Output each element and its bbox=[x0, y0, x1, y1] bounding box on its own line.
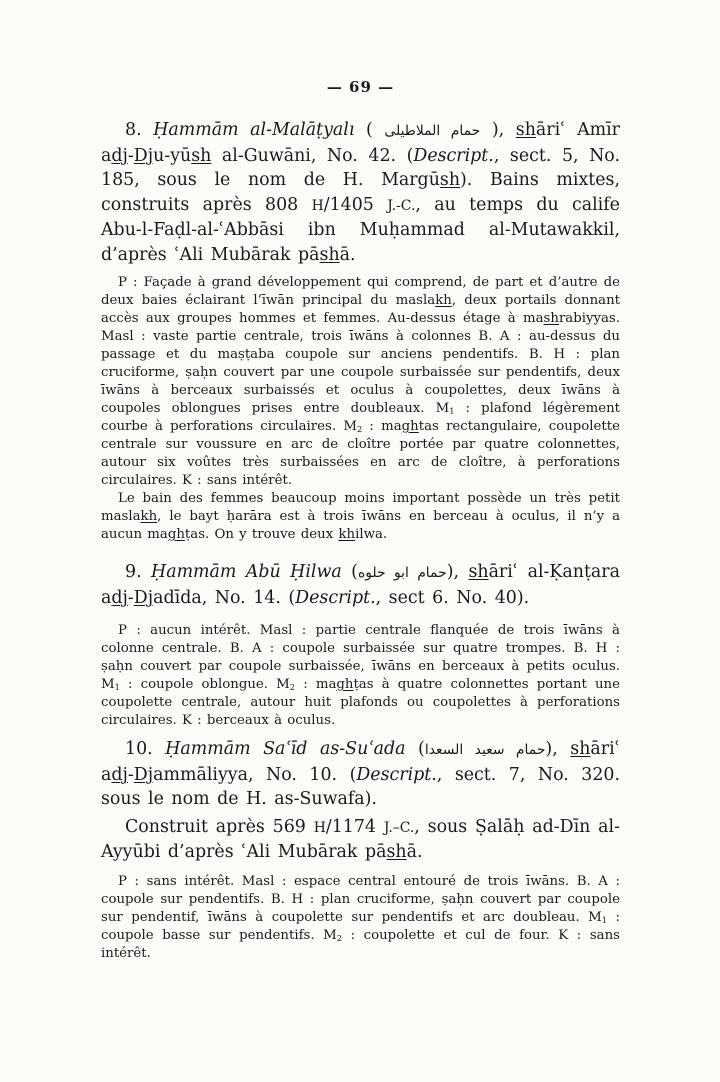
section-8-heading: 8. Ḥammām al-Malāṭyalı ( حمام الملاطيلى ), shāriʿ Amīr adj-Dju-yūsh al-Guwāni, No. 42. (Descript., sect. 5, No. 185, sous le nom de H. Margūsh). Bains mixtes, construits après 808 H/1405 J.-C., au temps du calife Abu-l-Faḍl-al-ʿAbbāsi ibn Muḥammad al-Mutawakkil, d’après ʿAli Mubārak pāshā. bbox=[101, 120, 620, 265]
page-number: — 69 — bbox=[326, 78, 395, 96]
section-8-paragraph-womens-bath: Le bain des femmes beaucoup moins important possède un très petit maslakh, le bayt ḥarāra est à trois īwāns en berceau à oculus, il n’y a aucun maghṭas. On y trouve deux khilwa. bbox=[101, 491, 620, 542]
section-10-paragraph-description: P : sans intérêt. Masl : espace central entouré de trois īwāns. B. A : coupole sur pendentifs. B. H : plan cruciforme, ṣaḥn couvert par coupole sur pendentif, īwāns à coupolette sur pendentifs et arc doubleau. $M_1$ : coupole basse sur pendentifs. $M_2$ : coupolette et cul de four. K : sans intérêt. bbox=[101, 873, 620, 961]
section-10-paragraph-construction-date: Construit après 569 H/1174 J.–C., sous Ṣalāḥ ad-Dīn al-Ayyūbi d’après ʿAli Mubārak pāshā. bbox=[101, 816, 620, 862]
section-9-paragraph-description: P : aucun intérêt. Masl : partie centrale flanquée de trois īwāns à colonne centrale. B. A : coupole surbaissée sur quatre trompes. B. H : ṣaḥn couvert par coupole surbaissée, īwāns en berceaux à petits oculus. $M_1$ : coupole oblongue. $M_2$ : maghṭas à quatre colonnettes portant une coupolette centrale, autour huit plafonds ou coupolettes à perforations circulaires. K : berceaux à oculus. bbox=[101, 623, 620, 728]
section-10-heading: 10. Ḥammām Saʿīd as-Suʿada (حمام سعيد السعدا), shāriʿ adj-Djammāliyya, No. 10. (Descript., sect. 7, No. 320. sous le nom de H. as-Suwafa). bbox=[101, 739, 620, 809]
section-9-heading: 9. Ḥammām Abū Ḥilwa (حمام ابو حلوه), shāriʿ al-Ḳanṭara adj-Djadīda, No. 14. (Descript., sect 6. No. 40). bbox=[101, 562, 620, 608]
section-8-paragraph-description: P : Façade à grand développement qui comprend, de part et d’autre de deux baies éclairant l’īwān principal du maslakh, deux portails donnant accès aux groupes hommes et femmes. Au-dessus étage à mashrabiyyas. Masl : vaste partie centrale, trois īwāns à colonnes B. A : au-dessus du passage et du maṣṭaba coupole sur anciens pendentifs. B. H : plan cruciforme, ṣaḥn couvert par une coupole surbaissée sur pendentifs, deux īwāns à berceaux surbaissés et oculus à coupolettes, deux īwāns à coupoles oblongues prises entre doubleaux. $M_1$ : plafond légèrement courbe à perforations circulaires. $M_2$ : maghtas rectangulaire, coupolette centrale sur voussure en arc de cloître portée par quatre colonnettes, autour six voûtes très surbaissées en arc de cloître, à perforations circulaires. K : sans intérêt. bbox=[101, 275, 620, 488]
